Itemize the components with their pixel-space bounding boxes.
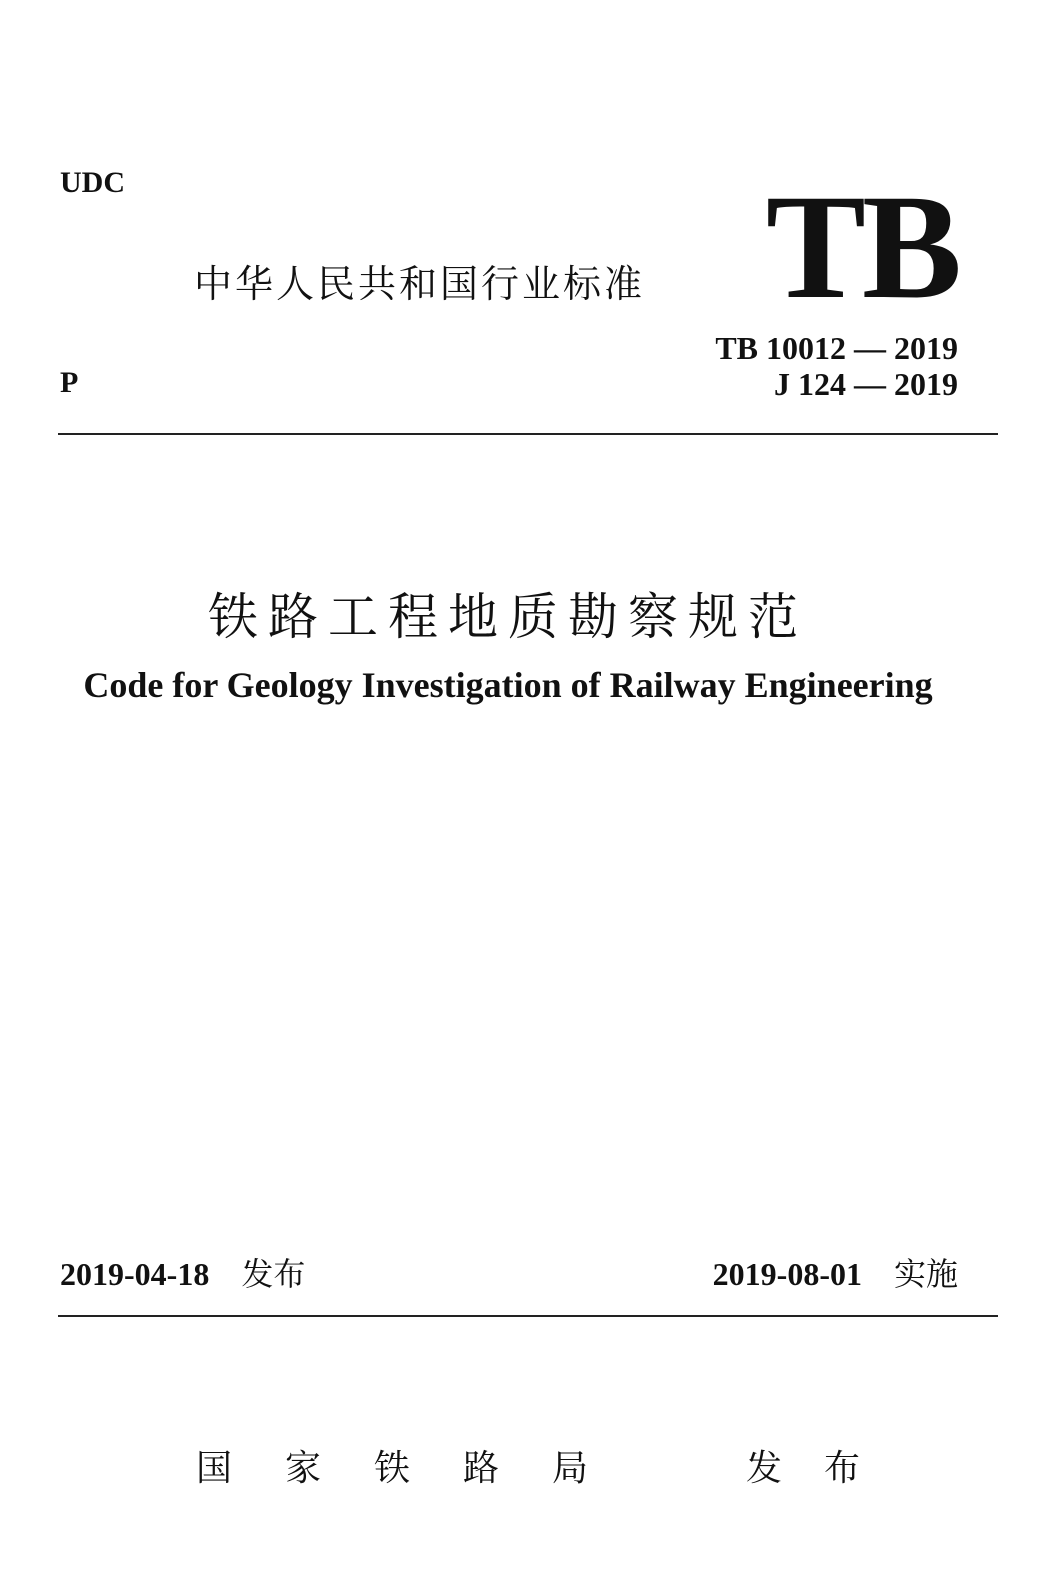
implement-label: 实施 <box>893 1255 958 1293</box>
title-chinese: 铁路工程地质勘察规范 <box>208 588 808 646</box>
implement-date: 2019-08-01 <box>712 1256 862 1292</box>
issue-date-block <box>60 1254 305 1294</box>
classification-code: P <box>60 366 79 399</box>
bottom-divider <box>58 1315 998 1317</box>
publish-label: 发布 <box>746 1448 903 1489</box>
issue-date: 2019-04-18 <box>60 1256 210 1292</box>
standard-number: TB 10012 — 2019 <box>715 330 958 366</box>
tb-standard-logo: TB <box>765 164 958 330</box>
top-divider <box>58 433 998 435</box>
industry-standard-heading: 中华人民共和国行业标准 <box>194 262 646 306</box>
implement-date-block <box>713 1254 958 1294</box>
udc-label: UDC <box>60 166 125 199</box>
standard-numbers <box>715 330 958 402</box>
title-english: Code for Geology Investigation of Railway Engineering <box>83 665 933 705</box>
issue-label: 发布 <box>241 1255 306 1293</box>
record-number: J 124 — 2019 <box>774 366 958 402</box>
publisher-name: 国家铁路局 <box>196 1448 642 1489</box>
